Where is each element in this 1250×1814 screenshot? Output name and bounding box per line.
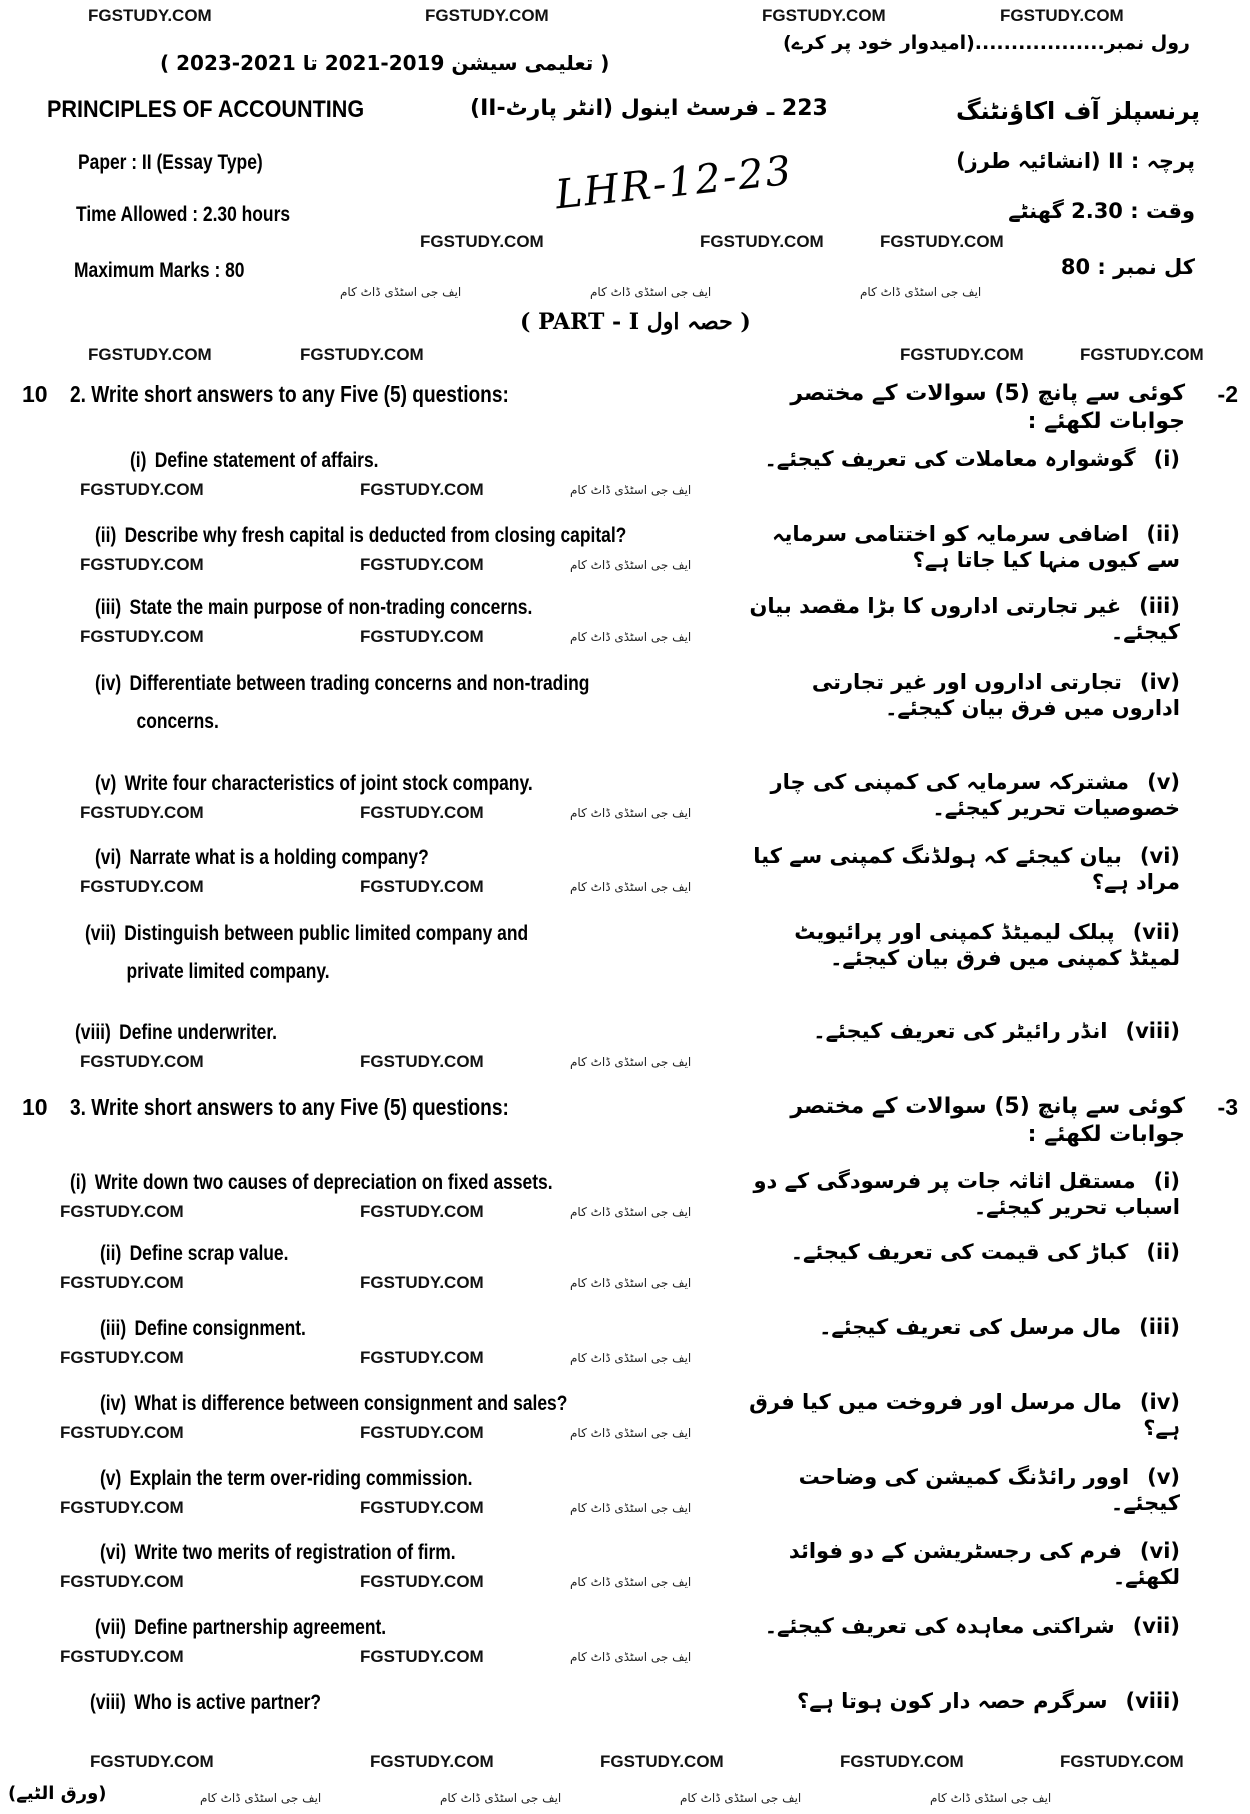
question-text-ur: مستقل اثاثہ جات پر فرسودگی کے دو اسباب تحریر کیجئے۔ <box>753 1169 1180 1219</box>
question-number-ur: (vii) <box>1132 920 1180 944</box>
question-number: (vii) <box>95 1616 126 1639</box>
question-number: (iv) <box>95 672 122 695</box>
question-ur <box>740 1018 1180 1044</box>
watermark-text: FGSTUDY.COM <box>600 1752 724 1771</box>
question-en <box>100 1466 472 1492</box>
section-number: -2 <box>1217 381 1238 407</box>
question-en <box>100 1241 288 1267</box>
question-text-ur: اضافی سرمایہ کو اختتامی سرمایہ سے کیوں منہا کیا جاتا ہے؟ <box>772 522 1180 572</box>
watermark-text: FGSTUDY.COM <box>60 1423 184 1442</box>
watermark-text: FGSTUDY.COM <box>360 1273 484 1292</box>
question-en <box>100 1316 306 1342</box>
question-text: Define underwriter. <box>119 1021 278 1044</box>
question-ur <box>740 1538 1180 1590</box>
question-en <box>95 1615 386 1641</box>
watermark-text: FGSTUDY.COM <box>360 555 484 574</box>
watermark-text: FGSTUDY.COM <box>90 1752 214 1771</box>
max-marks-ur: کل نمبر : 80 <box>1060 255 1195 279</box>
watermark-urdu: ایف جی اسٹڈی ڈاٹ کام <box>570 806 692 820</box>
max-marks-en: Maximum Marks : 80 <box>74 259 245 282</box>
question-number: (viii) <box>90 1691 126 1714</box>
handwritten-code: LHR-12-23 <box>553 147 796 219</box>
question-text: Define consignment. <box>134 1317 306 1340</box>
watermark-text: FGSTUDY.COM <box>60 1572 184 1591</box>
question-text-continued: concerns. <box>136 710 219 733</box>
watermark-text: FGSTUDY.COM <box>1080 345 1204 364</box>
watermark-urdu: ایف جی اسٹڈی ڈاٹ کام <box>570 483 692 497</box>
question-text: State the main purpose of non-trading concerns. <box>129 596 533 619</box>
question-number-ur: (v) <box>1147 770 1180 794</box>
watermark-text: FGSTUDY.COM <box>300 345 424 364</box>
watermark-urdu: ایف جی اسٹڈی ڈاٹ کام <box>860 285 982 299</box>
watermark-text: FGSTUDY.COM <box>80 480 204 499</box>
watermark-text: FGSTUDY.COM <box>360 1498 484 1517</box>
watermark-text: FGSTUDY.COM <box>360 1423 484 1442</box>
question-text-ur: مال مرسل اور فروخت میں کیا فرق ہے؟ <box>749 1390 1180 1440</box>
question-text-ur: اوور رائڈنگ کمیشن کی وضاحت کیجئے۔ <box>798 1465 1180 1515</box>
subject-title-en: PRINCIPLES OF ACCOUNTING <box>47 96 365 123</box>
question-number: (vi) <box>95 846 122 869</box>
watermark-text: FGSTUDY.COM <box>360 1572 484 1591</box>
question-text: Explain the term over-riding commission. <box>129 1467 473 1490</box>
question-number: (vi) <box>100 1541 127 1564</box>
watermark-text: FGSTUDY.COM <box>425 6 549 25</box>
question-en <box>85 921 528 985</box>
question-number-ur: (ii) <box>1146 522 1180 546</box>
section-marks: 10 <box>22 1094 48 1120</box>
question-number: (iii) <box>95 596 122 619</box>
question-number-ur: (vi) <box>1139 1539 1180 1563</box>
watermark-text: FGSTUDY.COM <box>88 6 212 25</box>
watermark-urdu: ایف جی اسٹڈی ڈاٹ کام <box>570 558 692 572</box>
watermark-urdu: ایف جی اسٹڈی ڈاٹ کام <box>680 1791 802 1805</box>
question-text: Write down two causes of depreciation on fixed assets. <box>94 1171 553 1194</box>
watermark-text: FGSTUDY.COM <box>1060 1752 1184 1771</box>
question-text-continued: private limited company. <box>126 960 330 983</box>
question-text-ur: فرم کی رجسٹریشن کے دو فوائد لکھئے۔ <box>788 1539 1180 1589</box>
watermark-text: FGSTUDY.COM <box>360 1052 484 1071</box>
question-ur <box>740 593 1180 645</box>
question-ur <box>740 446 1180 472</box>
watermark-text: FGSTUDY.COM <box>60 1647 184 1666</box>
watermark-text: FGSTUDY.COM <box>1000 6 1124 25</box>
question-number: (ii) <box>95 524 117 547</box>
watermark-urdu: ایف جی اسٹڈی ڈاٹ کام <box>570 880 692 894</box>
watermark-text: FGSTUDY.COM <box>60 1273 184 1292</box>
question-text: What is difference between consignment and sales? <box>134 1392 568 1415</box>
watermark-urdu: ایف جی اسٹڈی ڈاٹ کام <box>200 1791 322 1805</box>
question-text: Define scrap value. <box>129 1242 289 1265</box>
watermark-text: FGSTUDY.COM <box>420 232 544 251</box>
question-number: (v) <box>100 1467 122 1490</box>
watermark-text: FGSTUDY.COM <box>60 1498 184 1517</box>
question-number-ur: (i) <box>1153 447 1180 471</box>
watermark-urdu: ایف جی اسٹڈی ڈاٹ کام <box>570 1501 692 1515</box>
watermark-urdu: ایف جی اسٹڈی ڈاٹ کام <box>570 1426 692 1440</box>
watermark-urdu: ایف جی اسٹڈی ڈاٹ کام <box>570 1650 692 1664</box>
watermark-text: FGSTUDY.COM <box>360 627 484 646</box>
question-text: Write four characteristics of joint stock company. <box>124 772 533 795</box>
question-ur <box>740 1389 1180 1441</box>
subject-title-ur: پرنسپلز آف اکاؤنٹنگ <box>955 97 1200 125</box>
question-text: Describe why fresh capital is deducted from closing capital? <box>124 524 627 547</box>
question-text: Who is active partner? <box>134 1691 322 1714</box>
question-en <box>95 671 589 735</box>
question-number: (i) <box>130 449 147 472</box>
question-en <box>130 448 379 474</box>
watermark-text: FGSTUDY.COM <box>80 1052 204 1071</box>
question-number-ur: (v) <box>1147 1465 1180 1489</box>
watermark-text: FGSTUDY.COM <box>80 627 204 646</box>
watermark-text: FGSTUDY.COM <box>80 803 204 822</box>
question-text: Distinguish between public limited company and <box>124 922 529 945</box>
question-number-ur: (viii) <box>1125 1019 1180 1043</box>
part-heading: ( PART - I حصہ اول ) <box>520 309 751 335</box>
question-ur <box>740 669 1180 721</box>
question-number-ur: (ii) <box>1146 1240 1180 1264</box>
question-number-ur: (viii) <box>1125 1689 1180 1713</box>
watermark-text: FGSTUDY.COM <box>80 555 204 574</box>
watermark-urdu: ایف جی اسٹڈی ڈاٹ کام <box>570 1276 692 1290</box>
question-number: (iv) <box>100 1392 127 1415</box>
question-number: (ii) <box>100 1242 122 1265</box>
question-text-ur: مشترکہ سرمایہ کی کمپنی کی چار خصوصیات تحریر کیجئے۔ <box>770 770 1180 820</box>
question-text-ur: کباڑ کی قیمت کی تعریف کیجئے۔ <box>790 1240 1129 1264</box>
watermark-text: FGSTUDY.COM <box>60 1348 184 1367</box>
question-en <box>100 1391 567 1417</box>
watermark-urdu: ایف جی اسٹڈی ڈاٹ کام <box>570 1575 692 1589</box>
watermark-text: FGSTUDY.COM <box>360 803 484 822</box>
question-text-ur: انڈر رائیٹر کی تعریف کیجئے۔ <box>813 1019 1108 1043</box>
question-ur <box>740 521 1180 573</box>
time-allowed-ur: وقت : 2.30 گھنٹے <box>1008 199 1195 223</box>
watermark-urdu: ایف جی اسٹڈی ڈاٹ کام <box>570 1055 692 1069</box>
subject-code-ur: 223 ـ فرسٹ اینول (انٹر پارٹ-II) <box>470 96 828 121</box>
question-text-ur: بیان کیجئے کہ ہولڈنگ کمپنی سے کیا مراد ہے؟ <box>753 844 1180 894</box>
time-allowed-en: Time Allowed : 2.30 hours <box>76 203 291 226</box>
question-ur <box>740 1314 1180 1340</box>
paper-type-ur: پرچہ : II (انشائیہ طرز) <box>956 149 1195 173</box>
question-text-ur: گوشوارہ معاملات کی تعریف کیجئے۔ <box>764 447 1136 471</box>
section-marks: 10 <box>22 381 48 407</box>
question-number-ur: (i) <box>1153 1169 1180 1193</box>
roll-number-line: رول نمبر..................(امیدوار خود پر کرے) <box>782 32 1190 54</box>
question-ur <box>740 1688 1180 1714</box>
section-title-ur: کوئی سے پانچ (5) سوالات کے مختصر جوابات لکھئے : <box>790 381 1185 434</box>
watermark-text: FGSTUDY.COM <box>360 877 484 896</box>
question-en <box>95 523 626 549</box>
watermark-text: FGSTUDY.COM <box>700 232 824 251</box>
question-en <box>100 1540 456 1566</box>
section-title-en: 3. Write short answers to any Five (5) questions: <box>70 1094 509 1120</box>
question-number: (vii) <box>85 922 116 945</box>
watermark-text: FGSTUDY.COM <box>60 1202 184 1221</box>
question-en <box>90 1690 321 1716</box>
question-en <box>75 1020 277 1046</box>
question-text: Write two merits of registration of firm. <box>134 1541 456 1564</box>
question-text: Differentiate between trading concerns and non-trading <box>129 672 590 695</box>
question-ur <box>740 769 1180 821</box>
question-text: Narrate what is a holding company? <box>129 846 429 869</box>
question-en <box>95 595 532 621</box>
watermark-text: FGSTUDY.COM <box>360 1348 484 1367</box>
question-en <box>95 771 533 797</box>
question-number: (iii) <box>100 1317 127 1340</box>
question-text: Define partnership agreement. <box>134 1616 387 1639</box>
question-number-ur: (vii) <box>1132 1614 1180 1638</box>
watermark-urdu: ایف جی اسٹڈی ڈاٹ کام <box>570 1205 692 1219</box>
watermark-text: FGSTUDY.COM <box>360 1202 484 1221</box>
question-ur <box>740 1239 1180 1265</box>
watermark-text: FGSTUDY.COM <box>880 232 1004 251</box>
question-number: (i) <box>70 1171 87 1194</box>
question-ur <box>740 1168 1180 1220</box>
paper-type-en: Paper : II (Essay Type) <box>78 151 263 174</box>
question-en <box>70 1170 553 1196</box>
question-text-ur: شراکتی معاہدہ کی تعریف کیجئے۔ <box>764 1614 1115 1638</box>
watermark-text: FGSTUDY.COM <box>80 877 204 896</box>
watermark-text: FGSTUDY.COM <box>370 1752 494 1771</box>
session-line: ( تعلیمی سیشن 2019-2021 تا 2021-2023 ) <box>160 51 610 75</box>
question-number-ur: (vi) <box>1139 844 1180 868</box>
watermark-text: FGSTUDY.COM <box>360 1647 484 1666</box>
turn-over-note: (ورق الٹیے) <box>8 1783 107 1804</box>
question-number-ur: (iii) <box>1139 594 1180 618</box>
watermark-urdu: ایف جی اسٹڈی ڈاٹ کام <box>340 285 462 299</box>
question-text: Define statement of affairs. <box>154 449 379 472</box>
question-text-ur: سرگرم حصہ دار کون ہوتا ہے؟ <box>797 1689 1108 1713</box>
question-text-ur: تجارتی اداروں اور غیر تجارتی اداروں میں فرق بیان کیجئے۔ <box>811 670 1180 720</box>
section-number: -3 <box>1217 1094 1238 1120</box>
question-number-ur: (iv) <box>1139 670 1180 694</box>
question-number-ur: (iv) <box>1139 1390 1180 1414</box>
question-number: (v) <box>95 772 117 795</box>
question-ur <box>740 919 1180 971</box>
section-title-ur: کوئی سے پانچ (5) سوالات کے مختصر جوابات لکھئے : <box>790 1094 1185 1147</box>
question-ur <box>740 1464 1180 1516</box>
watermark-urdu: ایف جی اسٹڈی ڈاٹ کام <box>590 285 712 299</box>
question-text-ur: غیر تجارتی اداروں کا بڑا مقصد بیان کیجئے۔ <box>749 594 1180 644</box>
watermark-text: FGSTUDY.COM <box>762 6 886 25</box>
question-ur <box>740 1613 1180 1639</box>
question-en <box>95 845 429 871</box>
watermark-text: FGSTUDY.COM <box>840 1752 964 1771</box>
question-number: (viii) <box>75 1021 111 1044</box>
section-title-en: 2. Write short answers to any Five (5) questions: <box>70 381 509 407</box>
question-text-ur: مال مرسل کی تعریف کیجئے۔ <box>819 1315 1122 1339</box>
watermark-urdu: ایف جی اسٹڈی ڈاٹ کام <box>930 1791 1052 1805</box>
watermark-urdu: ایف جی اسٹڈی ڈاٹ کام <box>570 1351 692 1365</box>
question-text-ur: پبلک لیمیٹڈ کمپنی اور پرائیویٹ لمیٹڈ کمپنی میں فرق بیان کیجئے۔ <box>794 920 1180 970</box>
watermark-urdu: ایف جی اسٹڈی ڈاٹ کام <box>440 1791 562 1805</box>
question-number-ur: (iii) <box>1139 1315 1180 1339</box>
watermark-text: FGSTUDY.COM <box>360 480 484 499</box>
watermark-text: FGSTUDY.COM <box>88 345 212 364</box>
watermark-text: FGSTUDY.COM <box>900 345 1024 364</box>
question-ur <box>740 843 1180 895</box>
watermark-urdu: ایف جی اسٹڈی ڈاٹ کام <box>570 630 692 644</box>
